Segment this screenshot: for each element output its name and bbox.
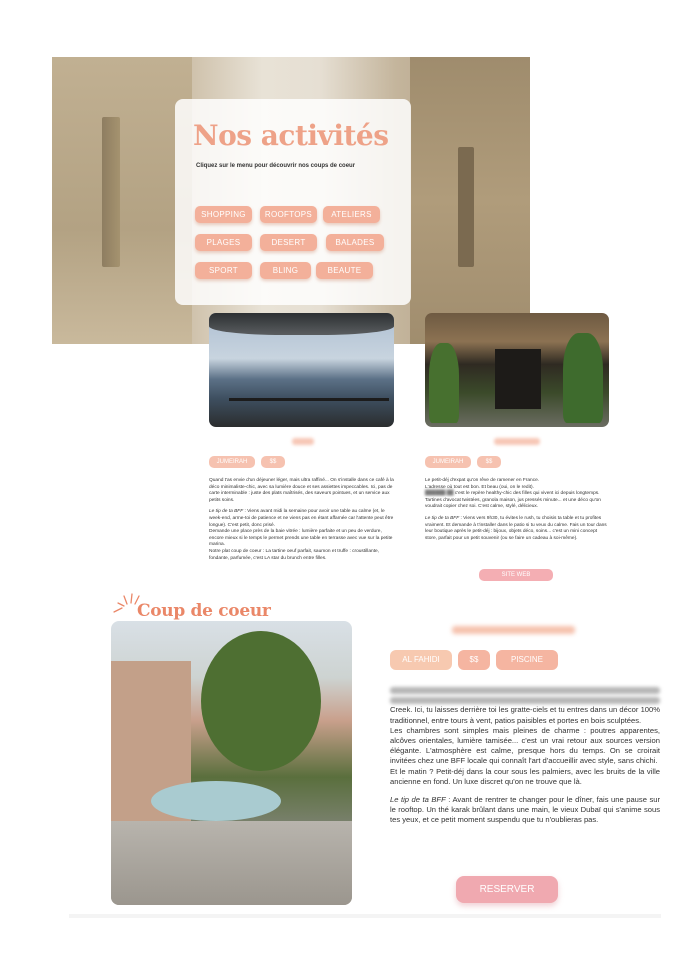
featured-paragraph-1	[390, 685, 660, 787]
footer-divider	[69, 914, 661, 918]
page-title: Nos activités	[193, 119, 389, 152]
card1-paragraph-3: Demande une place près de la baie vitrée : lumière parfaite et un peu de verdure, encore mieux si le temps le permet prends une table en terrasse avec vue sur la petite marina.	[209, 529, 393, 548]
card2-tag-location: JUMEIRAH	[425, 456, 471, 468]
card1-tip	[209, 509, 395, 562]
featured-photo-pool	[151, 781, 281, 821]
card1-title-blurred	[292, 438, 314, 445]
hero-wall-left	[52, 57, 192, 344]
featured-description	[390, 685, 660, 834]
card2-photo-plant-left	[429, 343, 459, 423]
featured-section-title: Coup de coeur	[137, 601, 271, 621]
card2-description	[425, 478, 610, 547]
sparkle-rays-icon	[110, 592, 140, 616]
card1-photo	[209, 313, 394, 427]
card2-name-blurred: ██████ ██	[425, 491, 454, 497]
card1-paragraph: Quand t'as envie d'un déjeuner léger, mais ultra raffiné... On s'installe dans ce café à la déco minimaliste-chic, avec sa lumière douce et ses assiettes impeccables. Ici, pas de carte interminable : juste des plats maîtrisés, des saveurs pointues, et un service aux petits soins.	[209, 478, 394, 503]
featured-tag-price: $$	[458, 650, 490, 670]
featured-tip-label: Le tip de ta BFF	[390, 795, 446, 805]
hero-window-right	[458, 147, 474, 267]
card2-paragraph-c: c'est le repère healthy-chic des filles qui vivent ici depuis longtemps. Tartines d'avocat twistées, granola maison, jus pressés minute... et une déco qu'on voudrait copier chez soi. C'est calme, stylé, délicieux.	[425, 491, 601, 510]
featured-tag-location: AL FAHIDI	[390, 650, 452, 670]
category-beaute-button[interactable]: BEAUTE	[316, 262, 373, 279]
featured-text-2: Les chambres sont simples mais pleines de charme : poutres apparentes, alcôves orientales, lumière tamisée... c'est un vrai retour aux sources version élégante. L'atmosphère est calme, presque hors du temps. On se croirait invitées chez une BFF locale qui connaît l'art d'accueillir avec style, sans chichi.	[390, 725, 660, 766]
activities-card	[175, 99, 411, 305]
featured-tag-pool: PISCINE	[496, 650, 558, 670]
category-rooftops-button[interactable]: ROOFTOPS	[260, 206, 317, 223]
category-balades-button[interactable]: BALADES	[326, 234, 384, 251]
card2-photo-plant	[563, 333, 603, 423]
featured-photo	[111, 621, 352, 905]
card1-photo-umbrella	[209, 313, 394, 335]
featured-tip	[390, 795, 660, 826]
card2-title-blurred	[494, 438, 540, 445]
hotel-title-blurred	[452, 626, 575, 634]
card1-tip-text: : Viens avant midi la semaine pour avoir une table au calme (et, le week-end, arme-toi de patience et ne viens pas en étant affamée car l'attente peut être longue). C'est petit, donc prisé.	[209, 509, 394, 528]
featured-text-1: Creek. Ici, tu laisses derrière toi les gratte-ciels et tu entres dans un décor 100% traditionnel, entre tours à vent, patios paisibles et portes en bois sculptées.	[390, 705, 660, 725]
card2-tip	[425, 516, 610, 542]
card1-tip-label: Le tip de ta BFF	[209, 509, 244, 515]
category-shopping-button[interactable]: SHOPPING	[195, 206, 252, 223]
blurred-line	[390, 687, 660, 694]
featured-photo-floor	[111, 821, 352, 905]
card1-paragraph-4: Notre plat coup de coeur : La tartine oeuf parfait, saumon et truffe : croustillante, fondante, parfumée, c'est LA star du brunch entre filles.	[209, 548, 380, 561]
card2-tag-price: $$	[477, 456, 501, 468]
featured-tip-text: : Avant de rentrer te changer pour le dîner, fais une pause sur le rooftop. Un thé karak brûlant dans une main, le vieux Dubaï qui s'anime sous tes yeux, et ce petit moment suspendu que tu n'oublieras pas.	[390, 795, 660, 825]
card2-tip-text: : Viens vers 9h30, tu évites le rush, tu choisis ta table et tu profites vraiment. Et demande à t'installer dans le patio si tu veux du calme. Fais un tour dans leur boutique après le petit-déj : bijoux, objets déco, soins... c'est un mini concept store, parfait pour un petit souvenir (ou se faire un cadeau à soi-même).	[425, 515, 607, 541]
card1-description	[209, 478, 395, 567]
card1-tag-location: JUMEIRAH	[209, 456, 255, 468]
card1-tag-price: $$	[261, 456, 285, 468]
card2-photo	[425, 313, 609, 427]
featured-text-3: Et le matin ? Petit-déj dans la cour sous les palmiers, avec les bruits de la ville ancienne en fond. Un luxe discret qu'on ne trouve que là.	[390, 766, 660, 786]
category-plages-button[interactable]: PLAGES	[195, 234, 252, 251]
hero-window-left	[102, 117, 120, 267]
card2-paragraph	[425, 478, 610, 511]
card1-photo-railing	[229, 398, 389, 401]
reserve-button[interactable]: RESERVER	[456, 876, 558, 903]
page-subtitle: Cliquez sur le menu pour découvrir nos coups de coeur	[196, 163, 356, 169]
card2-tip-label: Le tip de ta BFF	[425, 515, 460, 521]
card2-paragraph-a: Le petit-déj d'expat qu'on rêve de ramener en France.	[425, 478, 540, 483]
category-bling-button[interactable]: BLING	[260, 262, 311, 279]
category-desert-button[interactable]: DESERT	[260, 234, 317, 251]
category-sport-button[interactable]: SPORT	[195, 262, 252, 279]
featured-photo-tree	[201, 631, 321, 771]
site-web-button[interactable]: SITE WEB	[479, 569, 553, 581]
blurred-line	[390, 697, 660, 704]
category-ateliers-button[interactable]: ATELIERS	[323, 206, 380, 223]
card2-paragraph-b: L'adresse où tout est bon. Et beau (oui, on le redit).	[425, 484, 534, 490]
card2-photo-door	[495, 349, 541, 409]
